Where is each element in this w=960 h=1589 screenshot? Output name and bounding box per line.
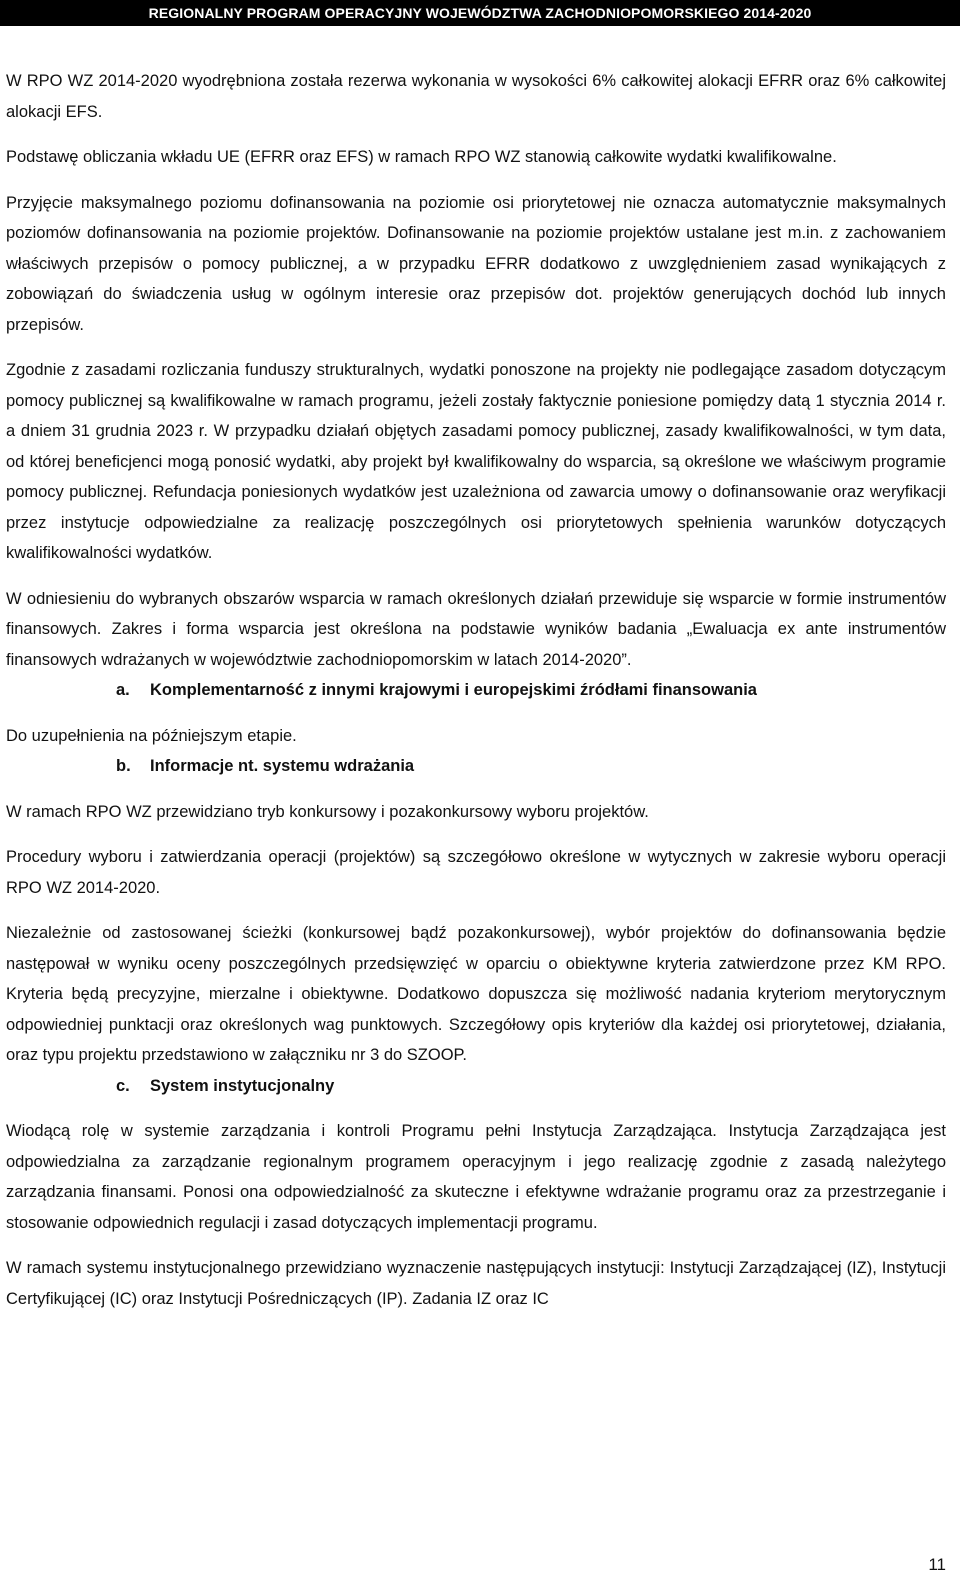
paragraph-selection-procedures: Procedury wyboru i zatwierdzania operacji (projektów) są szczegółowo określone w wytycznych w zakresie wyboru operacji RPO WZ 2014-2020. bbox=[6, 848, 946, 897]
paragraph-selection-mode: W ramach RPO WZ przewidziano tryb konkursowy i pozakonkursowy wyboru projektów. bbox=[6, 802, 649, 821]
document-header bbox=[0, 0, 960, 26]
section-heading-a-number: a. bbox=[116, 681, 130, 699]
header-title: REGIONALNY PROGRAM OPERACYJNY WOJEWÓDZTWA ZACHODNIOPOMORSKIEGO 2014-2020 bbox=[148, 5, 812, 21]
section-heading-a-text: Komplementarność z innymi krajowymi i europejskimi źródłami finansowania bbox=[150, 681, 757, 699]
section-heading-b-number: b. bbox=[116, 757, 131, 775]
section-heading-c-number: c. bbox=[116, 1076, 130, 1095]
paragraph-managing-authority: Wiodącą rolę w systemie zarządzania i kontroli Programu pełni Instytucja Zarządzająca. Instytucja Zarządzająca jest odpowiedzialna za zarządzanie regionalnym programem operacyjnym i jego realizację zgodnie z zasadą należytego zarządzania finansami. Ponosi ona odpowiedzialność za skuteczne i efektywne wdrażanie programu oraz za przestrzeganie i stosowanie odpowiednich regulacji i zasad dotyczących implementacji programu. bbox=[6, 1122, 946, 1232]
section-heading-c bbox=[6, 1071, 946, 1102]
paragraph-eu-contribution-basis: Podstawę obliczania wkładu UE (EFRR oraz EFS) w ramach RPO WZ stanowią całkowite wydatki kwalifikowalne. bbox=[6, 148, 837, 166]
paragraph-financial-instruments: W odniesieniu do wybranych obszarów wsparcia w ramach określonych działań przewiduje się wsparcie w formie instrumentów finansowych. Zakres i forma wsparcia jest określona na podstawie wyników badania „Ewaluacja ex ante instrumentów finansowych wdrażanych w województwie zachodniopomorskim w latach 2014-2020”. bbox=[6, 589, 946, 669]
paragraph-institutional-system: W ramach systemu instytucjonalnego przewidziano wyznaczenie następujących instytucji: Instytucji Zarządzającej (IZ), Instytucji Certyfikującej (IC) oraz Instytucji Pośredniczących (IP). Zadania IZ oraz IC bbox=[6, 1259, 946, 1308]
paragraph-max-cofinancing: Przyjęcie maksymalnego poziomu dofinansowania na poziomie osi priorytetowej nie oznacza automatycznie maksymalnych poziomów dofinansowania na poziomie projektów. Dofinansowanie na poziomie projektów ustalane jest m.in. z zachowaniem właściwych przepisów o pomocy publicznej, a w przypadku EFRR dodatkowo z uwzględnieniem zasad wynikających z zobowiązań do świadczenia usług w ogólnym interesie oraz przepisów dot. projektów generujących dochód lub innych przepisów. bbox=[6, 193, 946, 334]
section-heading-b bbox=[6, 751, 946, 782]
paragraph-selection-criteria: Niezależnie od zastosowanej ścieżki (konkursowej bądź pozakonkursowej), wybór projektów do dofinansowania będzie następował w wyniku oceny poszczególnych przedsięwzięć w oparciu o obiektywne kryteria zatwierdzone przez KM RPO. Kryteria będą precyzyjne, mierzalne i obiektywne. Dodatkowo dopuszcza się możliwość nadania kryteriom merytorycznym odpowiedniej punktacji oraz określonych wag punktowych. Szczegółowy opis kryteriów dla każdej osi priorytetowej, działania, oraz typu projektu przedstawiono w załączniku nr 3 do SZOOP. bbox=[6, 924, 946, 1064]
section-heading-a bbox=[6, 675, 946, 706]
paragraph-to-be-completed: Do uzupełnienia na późniejszym etapie. bbox=[6, 726, 297, 745]
section-heading-b-text: Informacje nt. systemu wdrażania bbox=[150, 757, 415, 775]
paragraph-reserve: W RPO WZ 2014-2020 wyodrębniona została rezerwa wykonania w wysokości 6% całkowitej alokacji EFRR oraz 6% całkowitej alokacji EFS. bbox=[6, 72, 946, 121]
paragraph-eligibility-rules: Zgodnie z zasadami rozliczania funduszy strukturalnych, wydatki ponoszone na projekty nie podlegające zasadom dotyczącym pomocy publicznej są kwalifikowalne w ramach programu, jeżeli zostały faktycznie poniesione pomiędzy datą 1 stycznia 2014 r. a dniem 31 grudnia 2023 r. W przypadku działań objętych zasadami pomocy publicznej, zasady kwalifikowalności, w tym data, od której beneficjenci mogą ponosić wydatki, aby projekt był kwalifikowalny do wsparcia, są określone we właściwym programie pomocy publicznej. Refundacja poniesionych wydatków jest uzależniona od zawarcia umowy o dofinansowanie oraz weryfikacji przez instytucje odpowiedzialne za realizację poszczególnych osi priorytetowych spełnienia warunków dotyczących kwalifikowalności wydatków. bbox=[6, 361, 946, 562]
page-number: 11 bbox=[928, 1555, 946, 1574]
document-body bbox=[6, 66, 946, 1314]
section-heading-c-text: System instytucjonalny bbox=[150, 1076, 335, 1095]
